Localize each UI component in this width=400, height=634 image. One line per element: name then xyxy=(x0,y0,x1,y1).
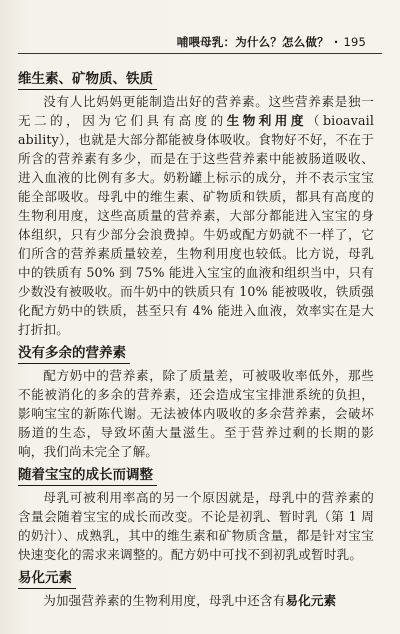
section-heading-block xyxy=(18,464,374,486)
section-heading: 随着宝宝的成长而调整 xyxy=(18,465,157,486)
section-paragraph xyxy=(18,366,374,461)
section-paragraph xyxy=(18,92,374,339)
page-content xyxy=(18,68,374,610)
header-title: 哺喂母乳：为什么？怎么做？ xyxy=(176,35,329,49)
running-header xyxy=(177,34,366,50)
section-heading-block xyxy=(18,342,374,364)
section-paragraph xyxy=(18,591,374,610)
paragraph-text: 没有人比妈妈更能制造出好的营养素。这些营养素是独一无二的，因为它们具有高度的 xyxy=(18,94,374,128)
paragraph-text: （bioavail ability），也就是大部分都能被身体吸收。食物好不好，不在于所含的营养素有多少，而是在于这些营养素中能被肠道吸收、进入血液的比例有多大。奶粉罐上标示的成分，并不表示宝宝能全部吸收。母乳中的维生素、矿物质和铁质，都具有高度的生物利用度，这些高质量的营养素，大部分都能进入宝宝的身体组织，只有少部分会浪费掉。牛奶或配方奶就不一样了，它们所含的营养素质量较差，生物利用度也较低。比方说，母乳中的铁质有 50% 到 75% 能进入宝宝的血液和组织当中，只有少数没有被吸收。而牛奶中的铁质只有 10% 能被吸收，铁质强化配方奶中的铁质，甚至只有 4% 能进入血液，效率实在是大打折扣。 xyxy=(18,113,374,337)
paragraph-text: 母乳可被利用率高的另一个原因就是，母乳中的营养素的含量会随着宝宝的成长而改变。不论是初乳、暂时乳（第 1 周的奶汁）、成熟乳，其中的维生素和矿物质含量，都是针对宝宝快速变化的需求来调整的。配方奶中可找不到初乳或暂时乳。 xyxy=(18,490,374,562)
section-heading-block xyxy=(18,68,374,90)
page-number: 195 xyxy=(343,35,366,49)
header-rule xyxy=(18,53,382,54)
emphasis-term: 生物利用度 xyxy=(226,113,307,128)
section-heading: 没有多余的营养素 xyxy=(18,343,130,364)
section-heading: 维生素、矿物质、铁质 xyxy=(18,69,157,90)
header-separator: · xyxy=(333,35,339,49)
paragraph-text: 配方奶中的营养素，除了质量差，可被吸收率低外，那些不能被消化的多余的营养素，还会造成宝宝排泄系统的负担，影响宝宝的新陈代谢。无法被体内吸收的多余营养素，会破坏肠道的生态，导致坏菌大量滋生。至于营养过剩的长期的影响，我们尚未完全了解。 xyxy=(18,368,374,459)
section-paragraph xyxy=(18,488,374,564)
emphasis-term: 易化元素 xyxy=(285,593,337,608)
section-heading-block xyxy=(18,567,374,589)
paragraph-text: 为加强营养素的生物利用度，母乳中还含有 xyxy=(43,593,286,608)
section-heading: 易化元素 xyxy=(18,568,76,589)
